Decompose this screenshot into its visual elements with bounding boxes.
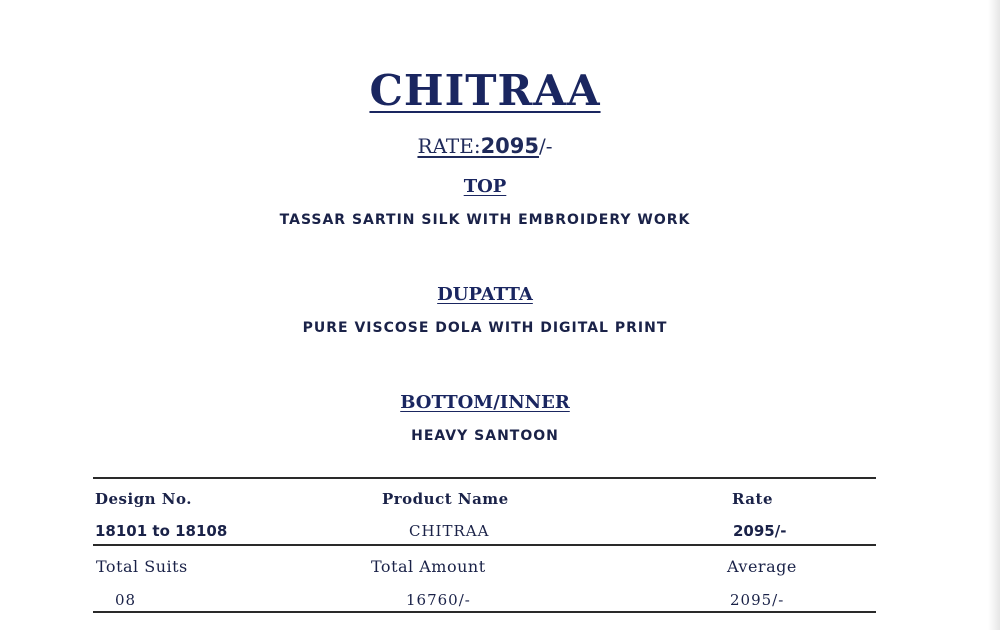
section-desc-top: TASSAR SARTIN SILK WITH EMBROIDERY WORK xyxy=(279,212,691,228)
value-product-name: CHITRAA xyxy=(409,522,490,540)
brand-title: CHITRAA xyxy=(369,66,601,115)
section-title-bottom-inner: BOTTOM/INNER xyxy=(400,392,570,413)
header-total-amount: Total Amount xyxy=(371,557,486,576)
table-top-rule xyxy=(93,477,876,479)
header-total-suits: Total Suits xyxy=(96,557,188,576)
table-bottom-rule xyxy=(93,611,876,613)
rate-suffix: /- xyxy=(539,134,553,158)
value-rate: 2095/- xyxy=(733,522,787,540)
rate-value: 2095 xyxy=(480,134,540,158)
value-average: 2095/- xyxy=(730,591,785,609)
rate-line xyxy=(0,134,970,158)
section-desc-dupatta: PURE VISCOSE DOLA WITH DIGITAL PRINT xyxy=(302,320,668,336)
header-average: Average xyxy=(727,557,797,576)
section-title-dupatta: DUPATTA xyxy=(437,284,533,305)
rate-label: RATE: xyxy=(417,134,481,158)
table-middle-rule xyxy=(93,544,876,546)
header-design-no: Design No. xyxy=(95,490,192,508)
section-title-top: TOP xyxy=(463,176,507,197)
section-desc-bottom-inner: HEAVY SANTOON xyxy=(411,428,559,444)
value-design-no: 18101 to 18108 xyxy=(95,522,228,540)
header-product-name: Product Name xyxy=(382,490,509,508)
value-total-amount: 16760/- xyxy=(406,591,471,609)
value-total-suits: 08 xyxy=(115,591,137,609)
header-rate: Rate xyxy=(732,490,774,508)
page-edge-shadow xyxy=(988,0,1000,630)
